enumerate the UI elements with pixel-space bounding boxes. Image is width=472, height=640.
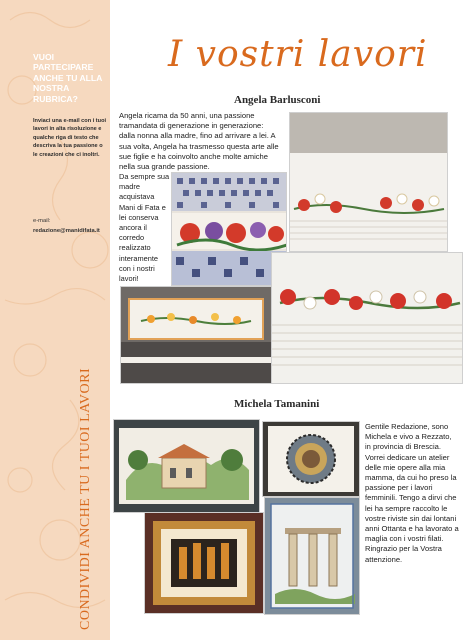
section1-text: Angela ricama da 50 anni, una passione tramandata di generazione in generazione: dalla nonna alla madre, fino ad arrivare a lei. A sua volta, Angela ha trasmesso questa arte alle sue figlie e ha coinvolto anche molte amiche nella sua grande passione.: [119, 111, 279, 172]
sidebar-email-label: e-mail:: [33, 218, 51, 224]
photo-embroidery-flowers: [171, 172, 287, 286]
sidebar-instructions: Inviaci una e-mail con i tuoi lavori in alta risoluzione e qualche riga di testo che descriva la tua passione o le creazioni che ci inoltri.: [33, 118, 107, 158]
photo-towel-flowers-border: [289, 112, 448, 252]
author-angela: Angela Barlusconi: [234, 94, 321, 106]
photo-mosaic-lion: [262, 421, 360, 497]
vertical-title: CONDIVIDI ANCHE TU I TUOI LAVORI: [78, 367, 93, 630]
sidebar-heading: VUOI PARTECIPARE ANCHE TU ALLA NOSTRA RUBRICA?: [33, 52, 103, 104]
sidebar: [0, 0, 110, 640]
sidebar-email-link[interactable]: redazione@manidifata.it: [33, 228, 100, 234]
vertical-title-wrap: [78, 340, 108, 630]
photo-framed-greek-figures: [144, 512, 264, 614]
page-title: I vostri lavori: [168, 34, 428, 75]
photo-blanket-embroidered: [120, 286, 272, 384]
photo-towel-red-flowers: [271, 252, 463, 384]
section2-text: Gentile Redazione, sono Michela e vivo a Rezzato, in provincia di Brescia. Vorrei dedicare un atelier delle mie opere alla mia mamma, da cui ho preso la passione per i lavori femminili. Tengo a dirvi che lei ha sempre raccolto le vostre riviste sin dai lontani anni Ottanta e ha lavorato a maglia con i vostri filati. Ringrazio per la Vostra attenzione.: [365, 422, 459, 564]
photo-landscape-crossstitch: [113, 419, 260, 513]
section1-text-2: Da sempre sua madre acquistava Mani di Fata e lei conserva ancora il corredo realizzato interamente con i nostri lavori!: [119, 172, 170, 284]
photo-temple-ruins: [264, 497, 360, 615]
author-michela: Michela Tamanini: [234, 398, 320, 410]
